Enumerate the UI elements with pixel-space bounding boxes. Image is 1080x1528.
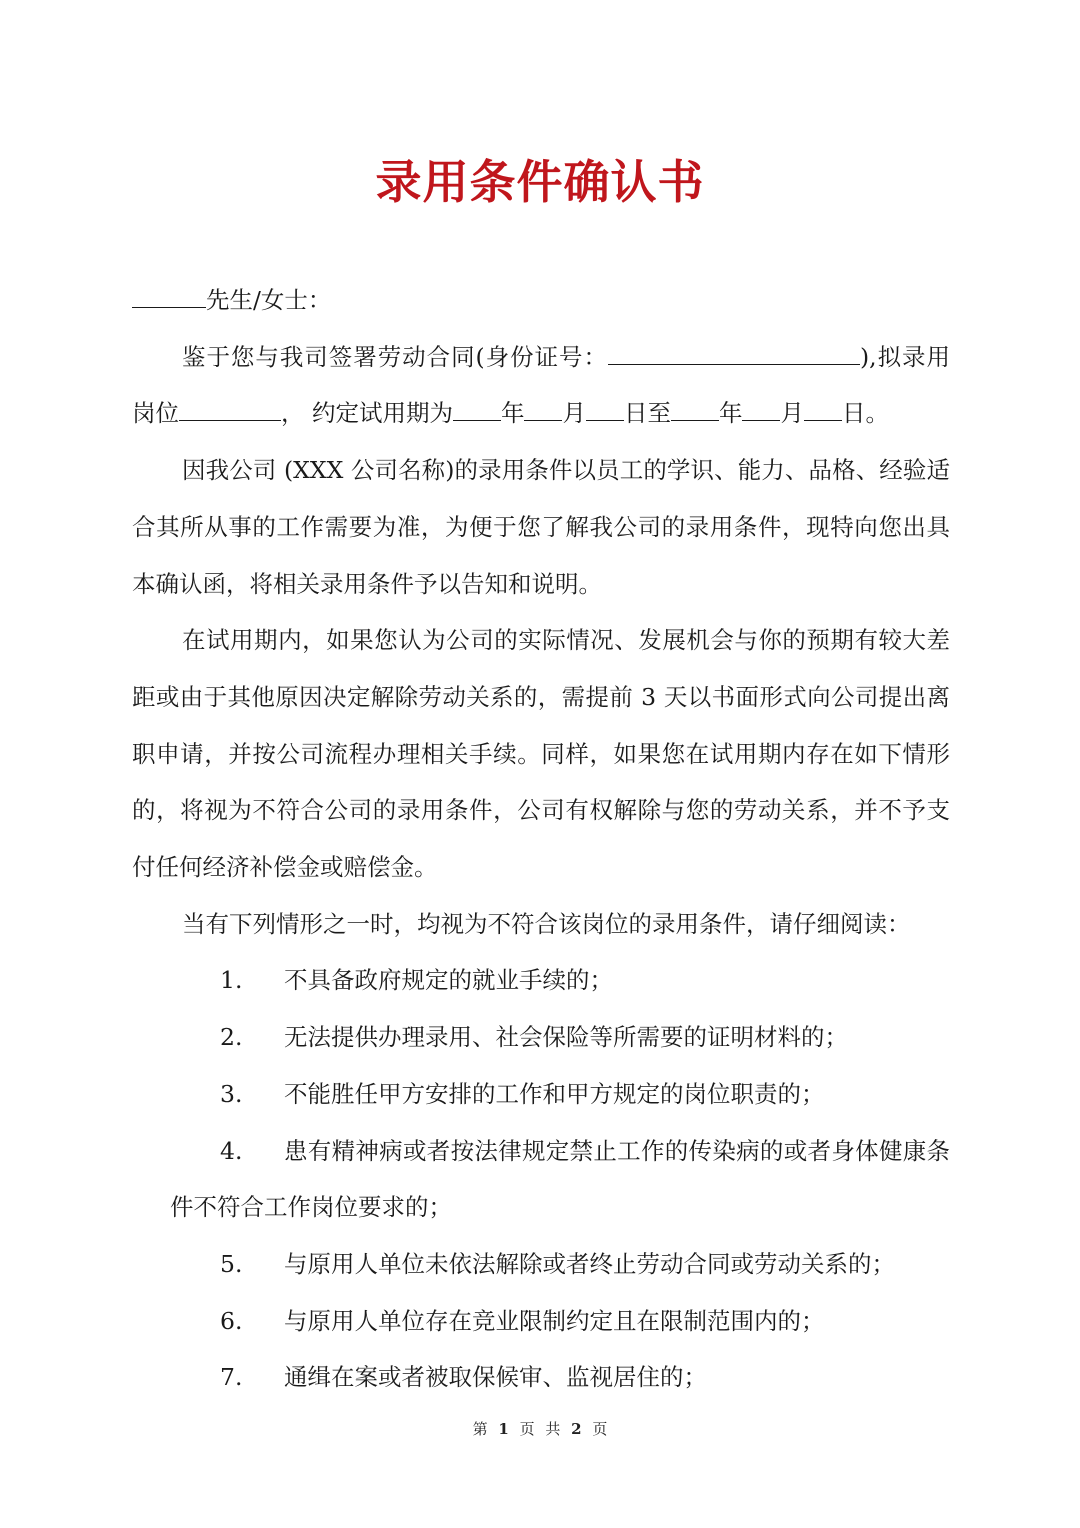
list-item-number: 2. bbox=[220, 1023, 243, 1052]
list-item bbox=[132, 952, 950, 1009]
total-page-number: 2 bbox=[571, 1420, 582, 1438]
list-item-text: 与原用人单位未依法解除或者终止劳动合同或劳动关系的； bbox=[284, 1249, 895, 1278]
list-item-number: 1. bbox=[220, 966, 243, 995]
paragraph-probation: 在试用期内，如果您认为公司的实际情况、发展机会与你的预期有较大差距或由于其他原因决定解除劳动关系的，需提前 3 天以书面形式向公司提出离职申请，并按公司流程办理相关手续。同样，如果您在试用期内存在如下情形的，将视为不符合公司的录用条件，公司有权解除与您的劳动关系，并不予支付任何经济补偿金或赔偿金。 bbox=[132, 626, 950, 882]
position-blank[interactable] bbox=[179, 396, 281, 422]
list-item bbox=[132, 1009, 950, 1066]
document-title: 录用条件确认书 bbox=[375, 155, 705, 209]
start-day-blank[interactable] bbox=[586, 396, 624, 422]
intro-paragraph: 鉴于您与我司签署劳动合同(身份证号： ),拟录用岗位 ， 约定试用期为 年 月 日至 年 月 日。 bbox=[132, 329, 950, 442]
document-body bbox=[132, 272, 950, 1406]
list-item-text: 不能胜任甲方安排的工作和甲方规定的岗位职责的； bbox=[284, 1079, 825, 1108]
list-item-text: 与原用人单位存在竞业限制约定且在限制范围内的； bbox=[284, 1306, 825, 1335]
current-page-number: 1 bbox=[498, 1420, 509, 1438]
list-item bbox=[132, 1236, 950, 1293]
list-item bbox=[132, 1349, 950, 1406]
list-item-number: 5. bbox=[220, 1249, 243, 1278]
list-item bbox=[132, 1293, 950, 1350]
list-item-text: 无法提供办理录用、社会保险等所需要的证明材料的； bbox=[284, 1023, 848, 1052]
start-year-blank[interactable] bbox=[453, 396, 501, 422]
list-item-text: 不具备政府规定的就业手续的； bbox=[284, 966, 613, 995]
list-item-text: 通缉在案或者被取保候审、监视居住的； bbox=[284, 1363, 707, 1392]
list-item bbox=[132, 1123, 950, 1236]
list-item-number: 6. bbox=[220, 1306, 243, 1335]
end-month-blank[interactable] bbox=[742, 396, 780, 422]
salutation bbox=[132, 272, 950, 329]
start-month-blank[interactable] bbox=[524, 396, 562, 422]
list-item-text: 患有精神病或者按法律规定禁止工作的传染病的或者身体健康条件不符合工作岗位要求的； bbox=[170, 1136, 950, 1222]
end-day-blank[interactable] bbox=[804, 396, 842, 422]
salutation-text: 先生/女士： bbox=[206, 286, 332, 314]
list-item-number: 4. bbox=[220, 1136, 243, 1165]
list-item-number: 3. bbox=[220, 1079, 243, 1108]
name-blank[interactable] bbox=[132, 282, 206, 308]
paragraph-company-conditions: 因我公司 (XXX 公司名称)的录用条件以员工的学识、能力、品格、经验适合其所从事的工作需要为准，为便于您了解我公司的录用条件，现特向您出具本确认函，将相关录用条件予以告知和说明。 bbox=[132, 456, 950, 598]
page-footer: 第 1 页 共 2 页 bbox=[472, 1420, 608, 1438]
id-number-blank[interactable] bbox=[608, 339, 860, 365]
end-year-blank[interactable] bbox=[671, 396, 719, 422]
paragraph-list-intro: 当有下列情形之一时，均视为不符合该岗位的录用条件，请仔细阅读： bbox=[182, 909, 911, 938]
list-item-number: 7. bbox=[220, 1363, 243, 1392]
list-item bbox=[132, 1066, 950, 1123]
